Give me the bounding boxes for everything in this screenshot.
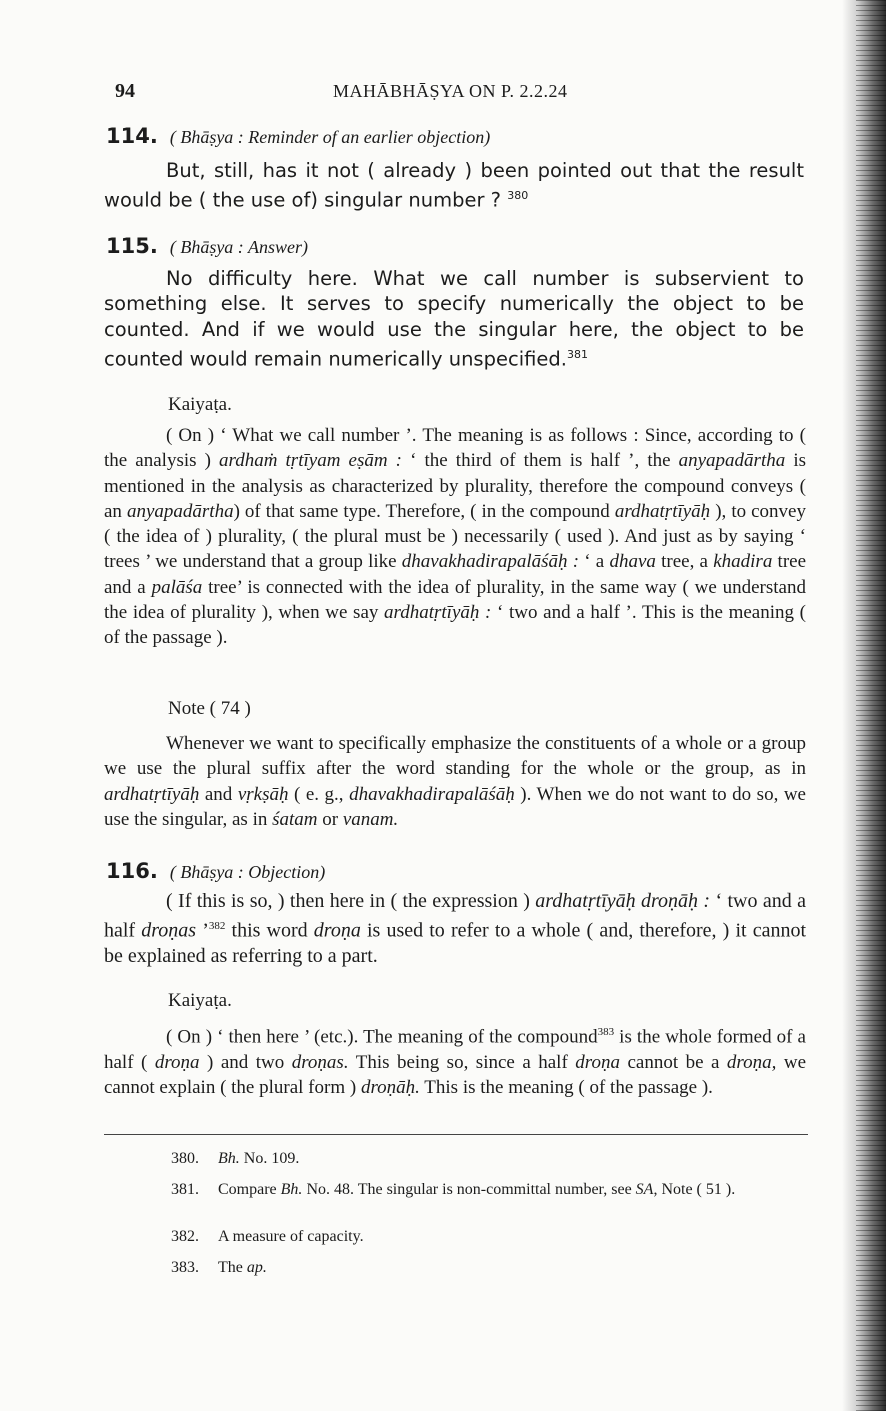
note-label: Note ( 74 ) <box>168 698 251 719</box>
footnote-ref: 381 <box>566 347 588 361</box>
kaiyata-commentary-1: ( On ) ‘ What we call number ’. The meaning is as follows : Since, according to ( the analysis ) ardhaṁ tṛtīyam eṣām : ‘ the third of them is half ’, the anyapadārtha is mentioned in the analysis as characterized by plurality, therefore the compound conveys ( an anyapadārtha) of that same type. Therefore, ( in the compound ardhatṛtīyāḥ ), to convey ( the idea of ) plurality, ( the plural must be ) necessarily ( used ). And just as by saying ‘ trees ’ we understand that a group like dhavakhadirapalāśāḥ : ‘ a dhava tree, a khadira tree and a palāśa tree’ is connected with the idea of plurality, in the same way ( we understand the idea of plurality ), when we say ardhatṛtīyāḥ : ‘ two and a half ’. This is the meaning ( of the passage ). <box>104 425 807 649</box>
section-115-heading <box>106 234 308 259</box>
footnote-ref: 383 <box>597 1026 615 1038</box>
footnote-divider <box>104 1134 808 1135</box>
section-number: 115. <box>106 234 158 258</box>
section-title: ( Bhāṣya : Objection) <box>169 862 326 882</box>
kaiyata-commentary-2: ( On ) ‘ then here ’ (etc.). The meaning of the compound$^{383}$ is the whole formed of a half ( droṇa ) and two droṇas. This being so, since a half droṇa cannot be a droṇa, we cannot explain ( the plural form ) droṇāḥ. This is the meaning ( of the passage ). <box>104 1026 807 1098</box>
section-114-heading <box>106 124 490 149</box>
page-edge-texture <box>856 0 886 1411</box>
section-116-heading <box>106 859 325 884</box>
page-number: 94 <box>115 80 135 102</box>
note-74-text: Whenever we want to specifically emphasize the constituents of a whole or a group we use the plural suffix after the word standing for the whole or the group, as in ardhatṛtīyāḥ and vṛkṣāḥ ( e. g., dhavakhadirapalāśāḥ ). When we do not want to do so, we use the singular, as in śatam or vanam. <box>104 733 806 830</box>
running-title: MAHĀBHĀṢYA ON P. 2.2.24 <box>333 81 568 101</box>
section-116-text: ( If this is so, ) then here in ( the expression ) ardhatṛtīyāḥ droṇāḥ : ‘ two and a half droṇas ’$^{382}$ this word droṇa is used to refer to a whole ( and, therefore, ) it cannot be explained as referring to a part. <box>104 890 807 968</box>
kaiyata-label: Kaiyaṭa. <box>168 990 232 1011</box>
footnote-381: 381. Compare Bh. No. 48. The singular is non-committal number, see SA, Note ( 51 ). <box>171 1181 736 1198</box>
footnote-380: 380. Bh. No. 109. <box>171 1150 300 1167</box>
section-115-text: No difficulty here. What we call number is subservient to something else. It serves to specify numerically the object to be counted. And if we would use the singular here, the object to be counted would remain numerically unspecified.$^{381}$ <box>104 267 804 371</box>
section-114-text: But, still, has it not ( already ) been pointed out that the result would be ( the use of) singular number ? $^{380}$ <box>104 159 804 212</box>
section-number: 116. <box>106 859 158 883</box>
footnote-ref: 382 <box>208 920 226 933</box>
kaiyata-label: Kaiyaṭa. <box>168 394 232 415</box>
section-title: ( Bhāṣya : Reminder of an earlier objection) <box>169 127 491 147</box>
footnote-382: 382. A measure of capacity. <box>171 1228 364 1245</box>
footnote-383: 383. The ap. <box>171 1259 267 1276</box>
footnote-ref: 380 <box>507 189 529 203</box>
section-title: ( Bhāṣya : Answer) <box>169 237 308 257</box>
section-number: 114. <box>106 124 158 148</box>
